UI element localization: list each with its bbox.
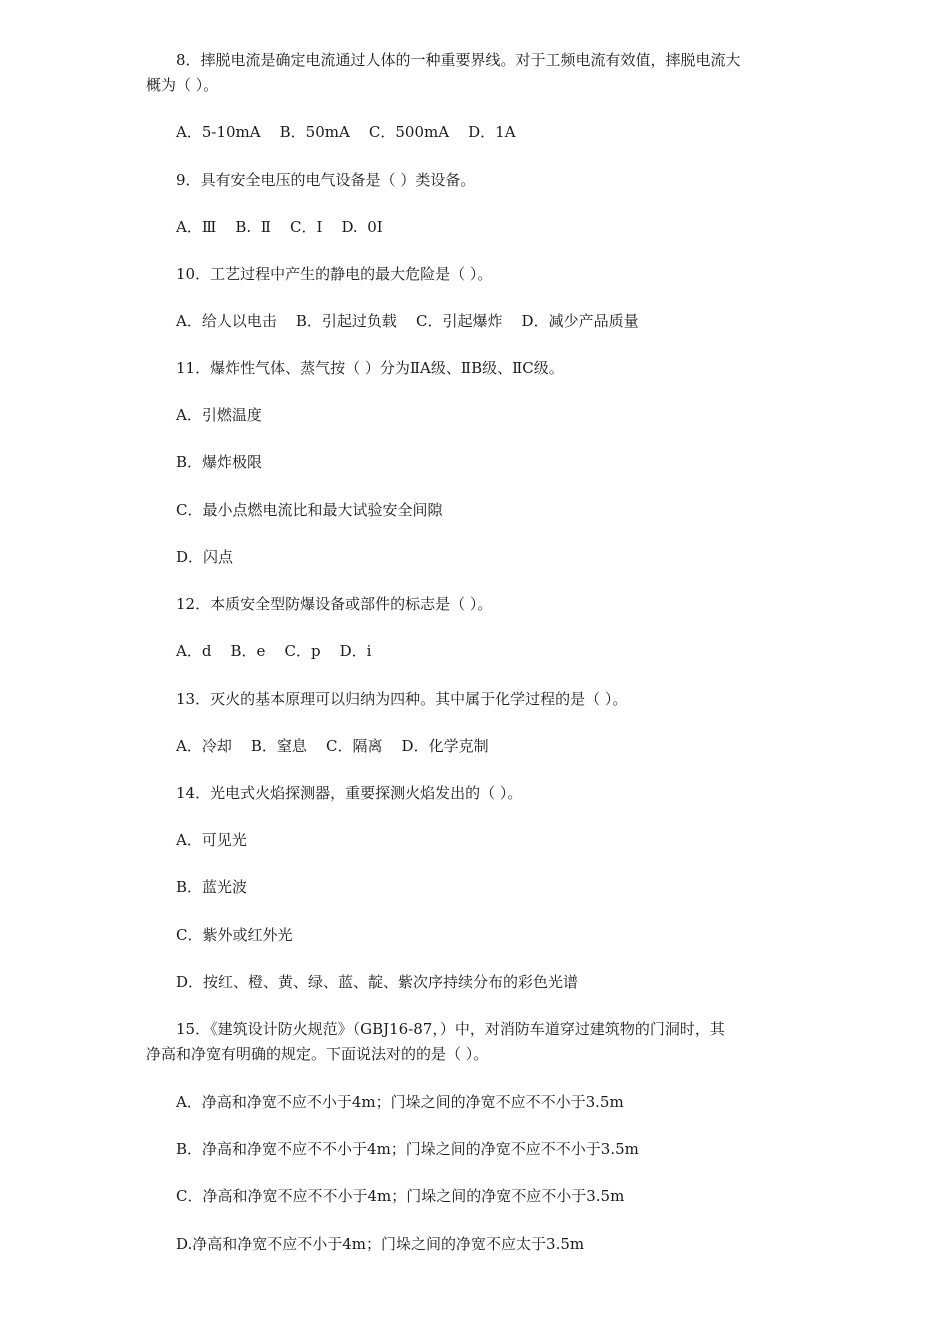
question-9-options: A．Ⅲ B. Ⅱ C．Ⅰ D. 0Ⅰ bbox=[176, 218, 383, 236]
question-15-stem-line1: 15．《建筑设计防火规范》（GBJ16-87，）中，对消防车道穿过建筑物的门洞时，其 bbox=[176, 1020, 725, 1038]
question-11-option-c: C．最小点燃电流比和最大试验安全间隙 bbox=[176, 501, 443, 519]
question-8-stem-line1: 8．摔脱电流是确定电流通过人体的一种重要界线。对于工频电流有效值，摔脱电流大 bbox=[176, 51, 741, 69]
question-15-option-b: B．净高和净宽不应不不小于4m；门垛之间的净宽不应不不小于3.5m bbox=[176, 1140, 639, 1158]
question-9-stem: 9．具有安全电压的电气设备是（ ）类设备。 bbox=[176, 171, 476, 189]
question-11-option-a: A．引燃温度 bbox=[176, 406, 262, 424]
question-14-option-b: B．蓝光波 bbox=[176, 878, 248, 896]
question-15-stem-line2: 净高和净宽有明确的规定。下面说法对的的是（ ）。 bbox=[146, 1045, 489, 1063]
question-8-options: A．5-10mA B．50mA C．500mA D．1A bbox=[176, 123, 516, 141]
question-13-options: A．冷却 B．窒息 C．隔离 D．化学克制 bbox=[176, 737, 489, 755]
question-12-options: A．d B．e C．p D．i bbox=[176, 642, 372, 660]
question-14-option-a: A．可见光 bbox=[176, 831, 247, 849]
question-14-stem: 14．光电式火焰探测器，重要探测火焰发出的（ ）。 bbox=[176, 784, 523, 802]
question-10-options: A．给人以电击 B．引起过负载 C．引起爆炸 D．减少产品质量 bbox=[176, 312, 639, 330]
question-10-stem: 10．工艺过程中产生的静电的最大危险是（ ）。 bbox=[176, 265, 493, 283]
question-14-option-d: D．按红、橙、黄、绿、蓝、靛、紫次序持续分布的彩色光谱 bbox=[176, 973, 579, 991]
question-15-option-c: C．净高和净宽不应不不小于4m；门垛之间的净宽不应不小于3.5m bbox=[176, 1187, 625, 1205]
question-11-option-d: D．闪点 bbox=[176, 548, 234, 566]
question-8-stem-line2: 概为（ ）。 bbox=[146, 76, 219, 94]
question-15-option-a: A．净高和净宽不应不小于4m；门垛之间的净宽不应不不小于3.5m bbox=[176, 1093, 624, 1111]
question-15-option-d: D.净高和净宽不应不小于4m；门垛之间的净宽不应太于3.5m bbox=[176, 1235, 585, 1253]
question-14-option-c: C．紫外或红外光 bbox=[176, 926, 293, 944]
question-11-option-b: B．爆炸极限 bbox=[176, 453, 263, 471]
question-12-stem: 12．本质安全型防爆设备或部件的标志是（ ）。 bbox=[176, 595, 493, 613]
question-11-stem: 11．爆炸性气体、蒸气按（ ）分为ⅡA级、ⅡB级、ⅡC级。 bbox=[176, 359, 564, 377]
question-13-stem: 13．灭火的基本原理可以归纳为四种。其中属于化学过程的是（ ）。 bbox=[176, 690, 628, 708]
